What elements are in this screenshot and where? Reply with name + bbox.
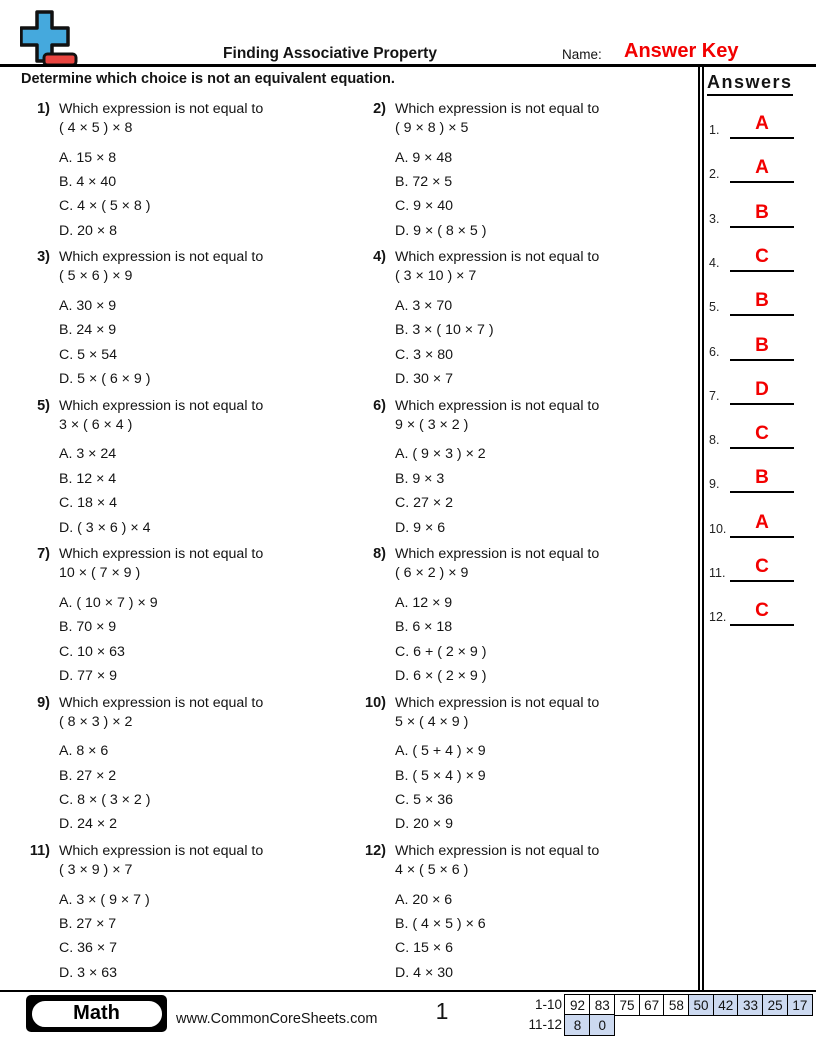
question-prompt: Which expression is not equal to [395, 694, 600, 711]
answer-letter: C [755, 600, 769, 622]
answer-blank-line [730, 314, 794, 316]
question-number: 7) [37, 546, 50, 563]
answer-number: 7. [709, 388, 720, 403]
answer-blank-line [730, 580, 794, 582]
answer-choice: B. 72 × 5 [395, 173, 453, 190]
question-expression: 3 × ( 6 × 4 ) [59, 416, 133, 433]
question-prompt: Which expression is not equal to [395, 843, 600, 859]
answer-choice: A. ( 10 × 7 ) × 9 [59, 594, 158, 611]
answer-choice: D. 9 × ( 8 × 5 ) [395, 222, 487, 239]
question-prompt: Which expression is not equal to [395, 546, 600, 563]
score-cell: 67 [639, 994, 665, 1016]
answers-heading: Answers [707, 72, 793, 96]
answer-letter: A [755, 157, 769, 179]
score-cell: 42 [713, 994, 739, 1016]
answer-number: 10. [709, 521, 727, 536]
answer-choice: A. 30 × 9 [59, 297, 117, 314]
answer-letter: C [755, 245, 769, 267]
question-block-5 [24, 397, 360, 540]
answer-item-12 [706, 598, 798, 626]
answer-choice: D. 77 × 9 [59, 667, 117, 684]
instructions-text: Determine which choice is not an equivalent equation. [21, 71, 395, 87]
score-range-label: 11-12 [528, 1017, 562, 1033]
score-cell: 50 [688, 994, 714, 1016]
question-choices [59, 146, 360, 244]
question-expression: ( 5 × 6 ) × 9 [59, 268, 133, 285]
question-number: 3) [37, 249, 50, 266]
answer-choice: B. 12 × 4 [59, 470, 117, 487]
answer-letter: B [755, 467, 769, 489]
answer-letter: C [755, 556, 769, 577]
question-body [59, 545, 360, 688]
answer-item-5 [706, 288, 798, 316]
subject-badge [26, 995, 167, 1032]
question-body [395, 694, 696, 837]
answer-blank-line [730, 624, 794, 626]
answer-letter: A [755, 113, 769, 134]
score-row [519, 994, 813, 1016]
answer-choice: D. 4 × 30 [395, 964, 453, 981]
question-prompt: Which expression is not equal to [59, 694, 264, 711]
math-plus-logo-icon [20, 9, 82, 71]
answer-choice: C. 36 × 7 [59, 940, 117, 957]
question-expression: ( 3 × 10 ) × 7 [395, 268, 477, 285]
question-body [59, 397, 360, 540]
question-body [59, 100, 360, 243]
answer-choice: D. 24 × 2 [59, 816, 117, 833]
question-expression: ( 3 × 9 ) × 7 [59, 862, 133, 878]
answer-item-1 [706, 111, 798, 139]
answer-letter: A [755, 511, 769, 533]
question-block-11 [24, 842, 360, 985]
answer-item-2 [706, 155, 798, 183]
answer-choice: A. ( 9 × 3 ) × 2 [395, 446, 486, 463]
answer-choice: A. 3 × 70 [395, 297, 453, 314]
question-expression: 5 × ( 4 × 9 ) [395, 713, 469, 730]
question-prompt: Which expression is not equal to [59, 843, 264, 859]
question-block-3 [24, 248, 360, 391]
question-choices [59, 591, 360, 689]
header-divider [0, 64, 816, 67]
answer-number: 8. [709, 433, 720, 448]
answer-item-9 [706, 465, 798, 493]
answer-choice: C. 18 × 4 [59, 495, 117, 512]
answer-choice: D. 3 × 63 [59, 964, 117, 981]
answer-blank-line [730, 181, 794, 183]
answer-choice: D. 9 × 6 [395, 519, 446, 536]
answer-number: 1. [709, 123, 720, 137]
answer-letter: B [755, 201, 769, 223]
answer-choice: C. 8 × ( 3 × 2 ) [59, 791, 151, 808]
answer-choice: C. 27 × 2 [395, 495, 453, 512]
question-body [395, 842, 696, 985]
subject-badge-pill [30, 999, 164, 1029]
answer-choice: D. 6 × ( 2 × 9 ) [395, 667, 487, 684]
answer-number: 4. [709, 255, 720, 270]
question-choices [59, 442, 360, 540]
answer-number: 3. [709, 211, 720, 226]
subject-badge-label: Math [73, 1002, 120, 1024]
footer-divider [0, 990, 816, 992]
question-block-2 [360, 100, 696, 243]
question-choices [395, 294, 696, 392]
question-number: 11) [29, 843, 50, 859]
question-block-6 [360, 397, 696, 540]
answer-letter: C [755, 423, 769, 445]
question-body [59, 248, 360, 391]
question-body [59, 694, 360, 837]
answer-choice: B. 6 × 18 [395, 619, 453, 636]
question-body [59, 842, 360, 985]
answer-choice: C. 5 × 54 [59, 346, 117, 363]
question-prompt: Which expression is not equal to [395, 101, 600, 117]
question-body [395, 248, 696, 391]
answer-choice: A. 3 × 24 [59, 446, 117, 463]
answer-choice: C. 3 × 80 [395, 346, 453, 363]
answer-letter: B [755, 334, 769, 356]
answer-number: 9. [709, 477, 720, 492]
score-row [519, 1014, 813, 1036]
answer-choice: D. 20 × 9 [395, 816, 453, 833]
question-block-9 [24, 694, 360, 837]
question-expression: 4 × ( 5 × 6 ) [395, 862, 469, 878]
score-cell: 8 [564, 1014, 590, 1036]
answer-choice: A. 3 × ( 9 × 7 ) [59, 891, 150, 908]
answer-choice: C. 15 × 6 [395, 940, 453, 957]
name-value-answer-key: Answer Key [624, 40, 739, 62]
answer-choice: C. 4 × ( 5 × 8 ) [59, 198, 151, 215]
answer-blank-line [730, 536, 794, 538]
question-choices [59, 888, 360, 986]
score-cell: 75 [614, 994, 640, 1016]
score-cell: 58 [663, 994, 689, 1016]
answer-choice: B. ( 5 × 4 ) × 9 [395, 767, 486, 784]
question-prompt: Which expression is not equal to [59, 101, 264, 117]
question-choices [395, 442, 696, 540]
answer-choice: B. ( 4 × 5 ) × 6 [395, 915, 486, 932]
answer-choice: C. 9 × 40 [395, 198, 453, 215]
answer-choice: B. 27 × 2 [59, 767, 117, 784]
question-body [395, 545, 696, 688]
answer-choice: B. 27 × 7 [59, 915, 117, 932]
score-cell: 0 [589, 1014, 615, 1036]
answers-panel-divider-line-2 [702, 64, 704, 991]
score-cell: 25 [762, 994, 788, 1016]
answer-blank-line [730, 226, 794, 228]
question-choices [59, 739, 360, 837]
answer-number: 6. [709, 344, 720, 359]
answer-blank-line [730, 270, 794, 272]
answer-blank-line [730, 447, 794, 449]
answer-choice: B. 4 × 40 [59, 173, 117, 190]
answer-number: 2. [709, 167, 720, 182]
question-number: 4) [373, 249, 386, 266]
score-cell: 83 [589, 994, 615, 1016]
answer-choice: D. 5 × ( 6 × 9 ) [59, 371, 151, 388]
answer-choice: B. 9 × 3 [395, 470, 445, 487]
answer-choice: A. 8 × 6 [59, 743, 109, 760]
score-cell: 33 [737, 994, 763, 1016]
question-body [395, 397, 696, 540]
website-url: www.CommonCoreSheets.com [176, 1011, 378, 1027]
question-prompt: Which expression is not equal to [395, 397, 600, 414]
question-choices [395, 591, 696, 689]
answer-item-7 [706, 377, 798, 405]
answer-item-11 [706, 554, 798, 582]
question-choices [395, 146, 696, 244]
question-number: 10) [365, 694, 386, 711]
question-prompt: Which expression is not equal to [59, 249, 264, 266]
name-label: Name: [562, 47, 602, 62]
question-number: 8) [373, 546, 386, 563]
answer-choice: C. 6 + ( 2 × 9 ) [395, 643, 487, 660]
question-expression: ( 8 × 3 ) × 2 [59, 713, 133, 730]
answer-item-10 [706, 510, 798, 538]
score-cell: 17 [787, 994, 813, 1016]
answer-number: 11. [709, 566, 726, 580]
question-number: 1) [37, 101, 50, 117]
answer-item-3 [706, 200, 798, 228]
answer-choice: A. 9 × 48 [395, 149, 453, 166]
question-expression: ( 4 × 5 ) × 8 [59, 120, 133, 136]
answer-blank-line [730, 403, 794, 405]
answer-choice: C. 5 × 36 [395, 791, 453, 808]
answers-panel-divider-line-1 [698, 64, 700, 991]
question-choices [395, 739, 696, 837]
question-block-7 [24, 545, 360, 688]
question-number: 2) [373, 101, 386, 117]
answer-item-4 [706, 244, 798, 272]
score-table [519, 994, 813, 1036]
answer-choice: A. 12 × 9 [395, 594, 453, 611]
question-body [395, 100, 696, 243]
answer-item-8 [706, 421, 798, 449]
answer-choice: B. 24 × 9 [59, 322, 117, 339]
question-prompt: Which expression is not equal to [59, 397, 264, 414]
question-number: 9) [37, 694, 50, 711]
question-block-1 [24, 100, 360, 243]
question-block-10 [360, 694, 696, 837]
question-expression: ( 6 × 2 ) × 9 [395, 565, 469, 582]
answer-choice: A. 15 × 8 [59, 149, 117, 166]
question-prompt: Which expression is not equal to [395, 249, 600, 266]
answer-blank-line [730, 137, 794, 139]
question-number: 5) [37, 397, 50, 414]
answer-choice: A. ( 5 + 4 ) × 9 [395, 743, 486, 760]
page-number: 1 [435, 998, 449, 1024]
question-number: 6) [373, 397, 386, 414]
answer-choice: A. 20 × 6 [395, 891, 453, 908]
question-number: 12) [365, 843, 386, 859]
score-range-label: 1-10 [534, 997, 562, 1012]
question-choices [59, 294, 360, 392]
question-expression: 9 × ( 3 × 2 ) [395, 416, 469, 433]
answer-number: 12. [709, 610, 727, 625]
question-prompt: Which expression is not equal to [59, 546, 264, 563]
answer-choice: D. ( 3 × 6 ) × 4 [59, 519, 151, 536]
question-block-8 [360, 545, 696, 688]
answer-item-6 [706, 333, 798, 361]
question-block-4 [360, 248, 696, 391]
answer-letter: B [755, 290, 769, 312]
answer-choice: B. 70 × 9 [59, 619, 117, 636]
answer-letter: D [755, 378, 769, 400]
question-expression: 10 × ( 7 × 9 ) [59, 565, 141, 582]
answer-choice: D. 20 × 8 [59, 222, 117, 239]
question-expression: ( 9 × 8 ) × 5 [395, 120, 469, 136]
question-choices [395, 888, 696, 986]
answer-blank-line [730, 359, 794, 361]
question-block-12 [360, 842, 696, 985]
worksheet-title: Finding Associative Property [223, 45, 437, 62]
answer-choice: C. 10 × 63 [59, 643, 125, 660]
answer-number: 5. [709, 300, 720, 315]
answer-blank-line [730, 491, 794, 493]
answer-choice: D. 30 × 7 [395, 371, 453, 388]
answer-choice: B. 3 × ( 10 × 7 ) [395, 322, 494, 339]
score-cell: 92 [564, 994, 590, 1016]
